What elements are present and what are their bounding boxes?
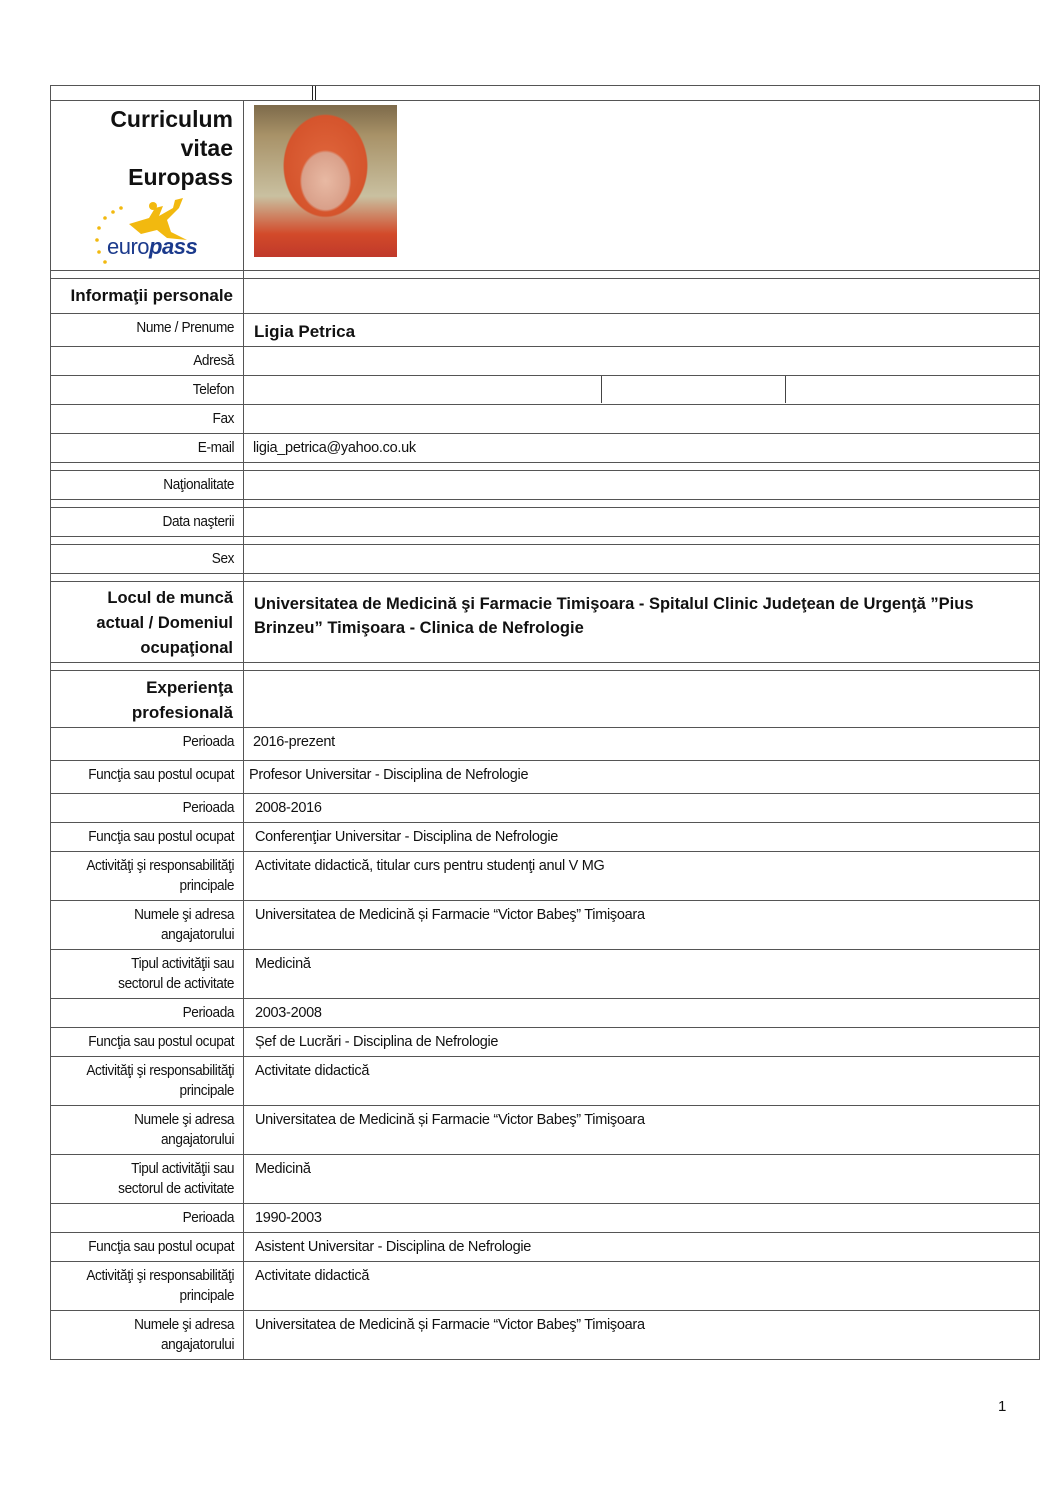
personal-info-header-row [51,279,1040,314]
exp-1-position-row [51,823,1040,852]
label-activities: Activităţi şi responsabilităţi principale [62,852,243,901]
value-address [244,347,1040,376]
value-position: Asistent Universitar - Disciplina de Nefrologie [244,1233,1040,1262]
label-employer: Numele şi adresa angajatorului [62,901,243,950]
row-name [51,314,1040,347]
label-sector: Tipul activităţii sau sectorul de activitate [62,950,243,999]
label-position: Funcţia sau postul ocupat [62,823,243,852]
row-workplace [51,582,1040,663]
value-email[interactable]: ligia_petrica@yahoo.co.uk [244,434,1040,463]
value-position: Conferenţiar Universitar - Disciplina de Nefrologie [244,823,1040,852]
label-position: Funcţia sau postul ocupat [62,1028,243,1057]
exp-2-period-row [51,999,1040,1028]
value-sector: Medicină [244,1155,1040,1204]
row-nationality [51,471,1040,500]
page-number: 1 [998,1398,1007,1415]
label-period: Perioada [62,1204,243,1233]
label-birthdate: Data naşterii [62,508,243,537]
title-line-3: Europass [128,164,233,190]
value-sector: Medicină [244,950,1040,999]
exp-0-position-row [51,761,1040,794]
row-email [51,434,1040,463]
value-position: Profesor Universitar - Disciplina de Nefrologie [244,761,1040,794]
experience-header-row [51,671,1040,728]
europass-logo [91,196,241,270]
europass-wordmark: europass [107,234,198,259]
value-activities: Activitate didactică, titular curs pentru studenţi anul V MG [244,852,1040,901]
exp-1-activities-row [51,852,1040,901]
value-position: Șef de Lucrări - Disciplina de Nefrologie [244,1028,1040,1057]
exp-2-activities-row [51,1057,1040,1106]
label-workplace: Locul de muncă actual / Domeniul ocupaţional [51,582,244,663]
value-activities: Activitate didactică [244,1057,1040,1106]
label-position: Funcţia sau postul ocupat [62,761,243,794]
value-workplace: Universitatea de Medicină şi Farmacie Timişoara - Spitalul Clinic Judeţean de Urgenţă ”Pius Brinzeu” Timişoara - Clinica de Nefrologie [244,582,1040,663]
phone-cell-2 [602,376,786,403]
value-name: Ligia Petrica [244,314,1040,347]
value-employer: Universitatea de Medicină și Farmacie “Victor Babeş” Timişoara [244,1311,1040,1360]
cv-title [51,101,243,192]
exp-1-employer-row [51,901,1040,950]
value-fax [244,405,1040,434]
value-nationality [244,471,1040,500]
value-employer: Universitatea de Medicină și Farmacie “Victor Babeş” Timişoara [244,901,1040,950]
row-fax [51,405,1040,434]
label-position: Funcţia sau postul ocupat [62,1233,243,1262]
value-period: 2016-prezent [244,728,1040,761]
title-line-2: vitae [180,135,233,161]
exp-2-sector-row [51,1155,1040,1204]
value-birthdate [244,508,1040,537]
label-address: Adresă [62,347,243,376]
title-line-1: Curriculum [110,106,233,132]
exp-2-employer-row [51,1106,1040,1155]
header-photo-cell [244,101,1040,271]
label-period: Perioada [62,794,243,823]
value-employer: Universitatea de Medicină și Farmacie “Victor Babeş” Timişoara [244,1106,1040,1155]
section-title-personal: Informaţii personale [51,279,244,314]
row-sex [51,545,1040,574]
row-phone [51,376,1040,405]
label-employer: Numele şi adresa angajatorului [62,1106,243,1155]
exp-1-period-row [51,794,1040,823]
value-activities: Activitate didactică [244,1262,1040,1311]
header-row [51,101,1040,271]
label-name: Nume / Prenume [62,314,243,347]
cv-table [50,85,1040,1360]
value-period: 1990-2003 [244,1204,1040,1233]
portrait-photo [254,105,397,257]
label-activities: Activităţi şi responsabilităţi principale [62,1262,243,1311]
label-email: E-mail [62,434,243,463]
label-fax: Fax [62,405,243,434]
exp-2-position-row [51,1028,1040,1057]
value-sex [244,545,1040,574]
section-title-experience: Experienţa profesională [51,671,244,728]
exp-3-period-row [51,1204,1040,1233]
header-left-cell [51,101,244,271]
value-period: 2003-2008 [244,999,1040,1028]
exp-3-employer-row [51,1311,1040,1360]
exp-1-sector-row [51,950,1040,999]
label-activities: Activităţi şi responsabilităţi principale [62,1057,243,1106]
value-period: 2008-2016 [244,794,1040,823]
label-phone: Telefon [62,376,243,405]
label-sex: Sex [62,545,243,574]
phone-cell-3 [786,376,1039,403]
label-period: Perioada [62,728,243,761]
exp-3-position-row [51,1233,1040,1262]
label-employer: Numele şi adresa angajatorului [62,1311,243,1360]
exp-3-activities-row [51,1262,1040,1311]
label-sector: Tipul activităţii sau sectorul de activitate [62,1155,243,1204]
label-nationality: Naţionalitate [62,471,243,500]
phone-cell-1 [244,376,602,403]
value-phone [244,376,1040,405]
top-empty-row [51,86,1040,101]
exp-0-period-row [51,728,1040,761]
row-birthdate [51,508,1040,537]
row-address [51,347,1040,376]
label-period: Perioada [62,999,243,1028]
